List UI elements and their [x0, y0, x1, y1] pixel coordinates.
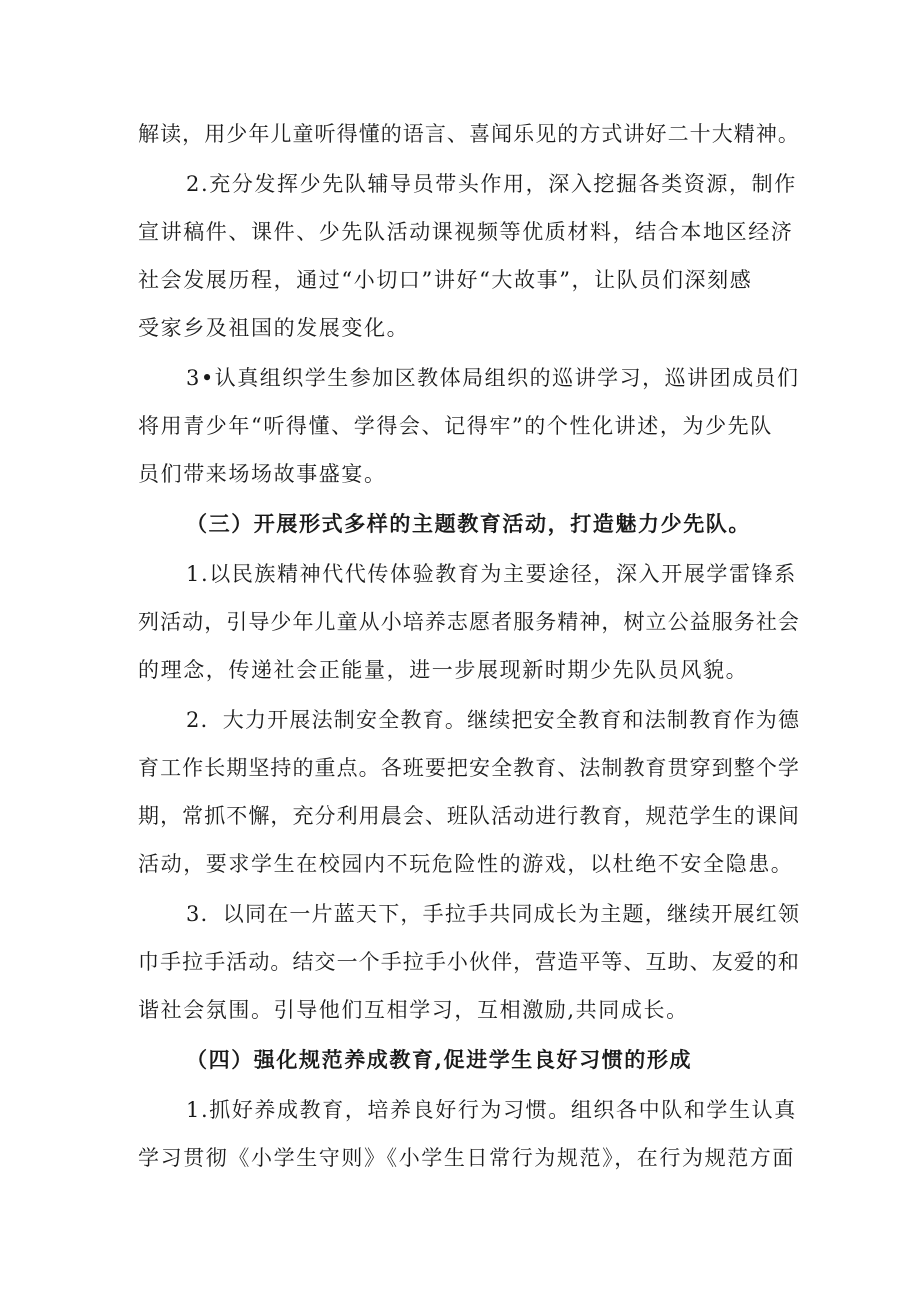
- paragraph-line: 受家乡及祖国的发展变化。: [138, 316, 410, 340]
- paragraph-line: 解读，用少年儿童听得懂的语言、喜闻乐见的方式讲好二十大精神。: [138, 122, 800, 146]
- section-heading: （三）开展形式多样的主题教育活动，打造魅力少先队。: [186, 511, 751, 536]
- section-heading: （四）强化规范养成教育,促进学生良好习惯的形成: [186, 1047, 693, 1072]
- paragraph-line: 的理念，传递社会正能量，进一步展现新时期少先队员风貌。: [138, 658, 749, 682]
- paragraph-line: 期，常抓不懈，充分利用晨会、班队活动进行教育，规范学生的课间: [138, 804, 800, 828]
- paragraph-line: 将用青少年“听得懂、学得会、记得牢”的个性化讲述，为少先队: [138, 414, 773, 438]
- paragraph-line: 育工作长期坚持的重点。各班要把安全教育、法制教育贯穿到整个学: [138, 756, 800, 780]
- paragraph-line: 巾手拉手活动。结交一个手拉手小伙伴，营造平等、互助、友爱的和: [138, 950, 800, 974]
- paragraph-line: 3•认真组织学生参加区教体局组织的巡讲学习，巡讲团成员们: [186, 366, 800, 390]
- paragraph-line: 谐社会氛围。引导他们互相学习，互相激励,共同成长。: [138, 998, 689, 1022]
- paragraph-line: 列活动，引导少年儿童从小培养志愿者服务精神，树立公益服务社会: [138, 610, 800, 634]
- paragraph-line: 1.以民族精神代代传体验教育为主要途径，深入开展学雷锋系: [186, 562, 797, 586]
- paragraph-line: 3．以同在一片蓝天下，手拉手共同成长为主题，继续开展红领: [186, 902, 801, 926]
- paragraph-line: 1.抓好养成教育，培养良好行为习惯。组织各中队和学生认真: [186, 1098, 797, 1122]
- paragraph-line: 活动，要求学生在校园内不玩危险性的游戏，以杜绝不安全隐患。: [138, 852, 794, 876]
- paragraph-line: 学习贯彻《小学生守则》《小学生日常行为规范》，在行为规范方面: [138, 1146, 795, 1170]
- paragraph-line: 社会发展历程，通过“小切口”讲好“大故事”，让队员们深刻感: [138, 268, 753, 292]
- paragraph-line: 2．大力开展法制安全教育。继续把安全教育和法制教育作为德: [186, 708, 801, 732]
- paragraph-line: 员们带来场场故事盛宴。: [138, 462, 387, 486]
- paragraph-line: 2.充分发挥少先队辅导员带头作用，深入挖掘各类资源，制作: [186, 172, 797, 196]
- paragraph-line: 宣讲稿件、课件、少先队活动课视频等优质材料，结合本地区经济: [138, 220, 794, 244]
